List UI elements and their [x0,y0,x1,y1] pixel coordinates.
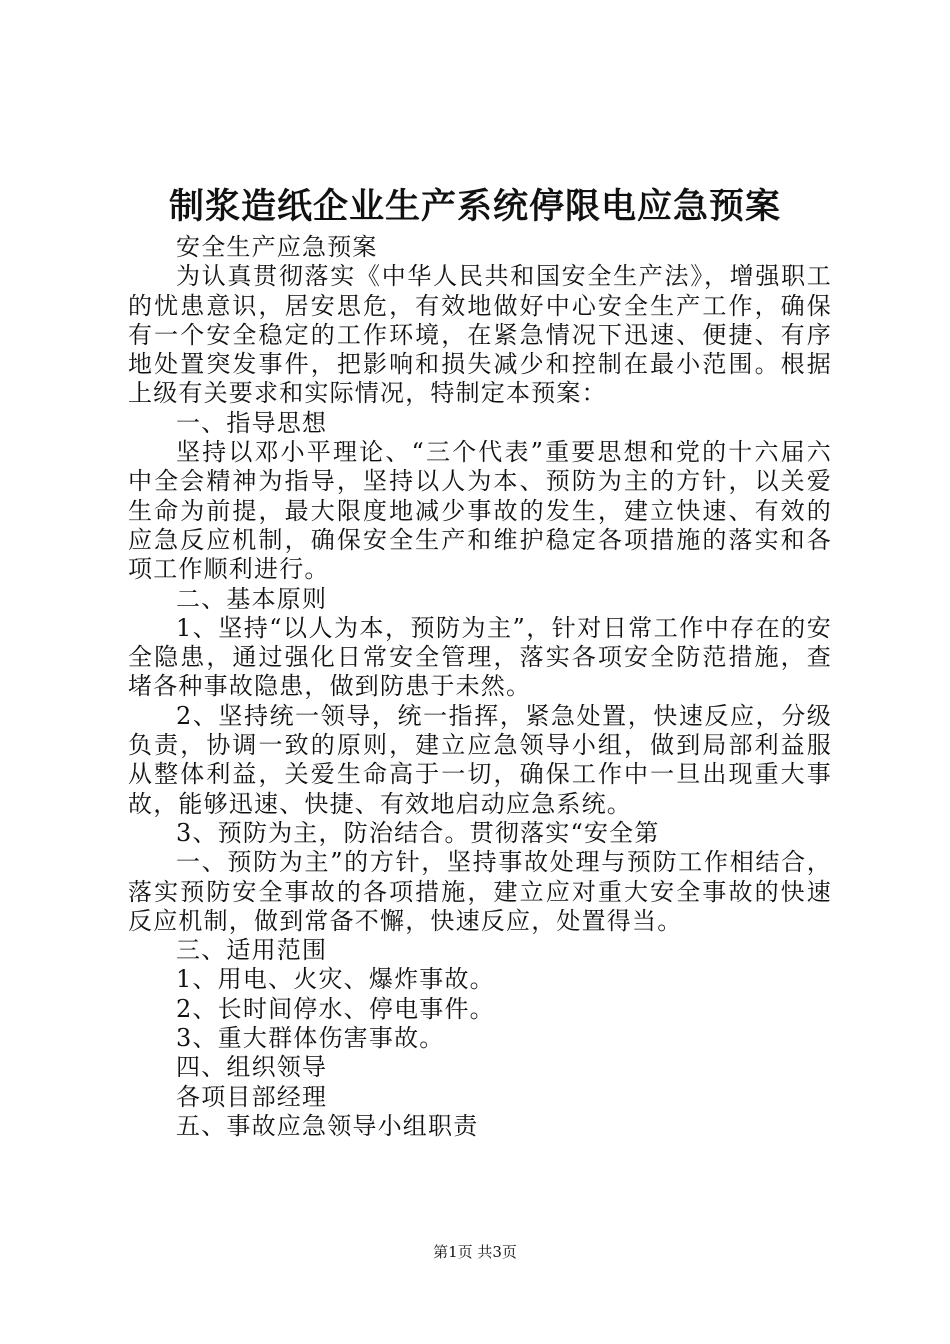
heading-scope: 三、适用范围 [176,936,328,965]
page-footer: 第1页 共3页 [433,1243,517,1261]
list-item-scope-2: 2、长时间停水、停电事件。 [176,994,495,1023]
paragraph-intro: 为认真贯彻落实《中华人民共和国安全生产法》，增强职工的忧患意识，居安思危，有效地做好中心安全生产工作，确保有一个安全稳定的工作环境，在紧急情况下迅速、便捷、有序地处置突发事件，把影响和损失减少和控制在最小范围。根据上级有关要求和实际情况，特制定本预案： [128,262,832,408]
heading-guiding-ideology: 一、指导思想 [176,408,328,437]
paragraph-principle-2: 2、坚持统一领导，统一指挥，紧急处置，快速反应，分级负责，协调一致的原则，建立应急领导小组，做到局部利益服从整体利益，关爱生命高于一切，确保工作中一旦出现重大事故，能够迅速、快捷、有效地启动应急系统。 [128,701,832,818]
list-item-scope-3: 3、重大群体伤害事故。 [176,1024,445,1053]
paragraph-principle-1: 1、坚持“以人为本，预防为主”，针对日常工作中存在的安全隐患，通过强化日常安全管理，落实各项安全防范措施，查堵各种事故隐患，做到防患于未然。 [128,613,832,701]
heading-organization: 四、组织领导 [176,1053,328,1082]
heading-duties: 五、事故应急领导小组职责 [176,1111,479,1140]
list-item-scope-1: 1、用电、火灾、爆炸事故。 [176,965,495,994]
heading-basic-principles: 二、基本原则 [176,584,328,613]
paragraph-principle-3: 3、预防为主，防治结合。贯彻落实“安全第 [176,818,660,847]
paragraph-organization: 各项目部经理 [176,1082,328,1111]
document-title: 制浆造纸企业生产系统停限电应急预案 [168,187,781,227]
document-body [128,233,832,1141]
paragraph-subtitle: 安全生产应急预案 [176,233,378,261]
paragraph-principle-3-cont: 一、预防为主”的方针，坚持事故处理与预防工作相结合，落实预防安全事故的各项措施，建立应对重大安全事故的快速反应机制，做到常备不懈，快速反应，处置得当。 [128,848,832,935]
paragraph-guiding-ideology: 坚持以邓小平理论、“三个代表”重要思想和党的十六届六中全会精神为指导，坚持以人为本、预防为主的方针，以关爱生命为前提，最大限度地减少事故的发生，建立快速、有效的应急反应机制，确保安全生产和维护稳定各项措施的落实和各项工作顺利进行。 [128,438,832,584]
